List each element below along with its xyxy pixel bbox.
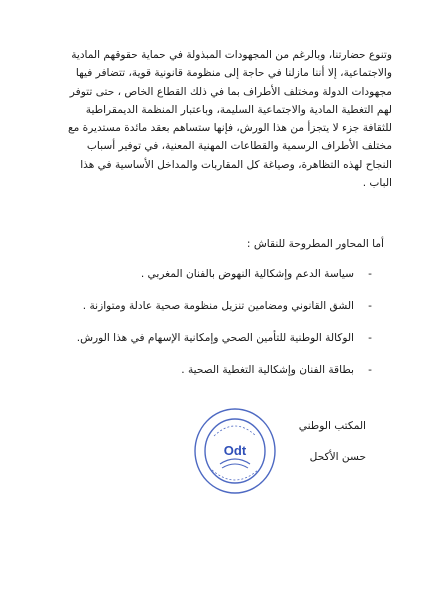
axes-list — [77, 268, 372, 396]
paragraph-line: للثقافة جزء لا يتجزأ من هذا الورش، فإنها ستساهم بعقد مائدة مستديرة مع — [67, 122, 392, 135]
list-item-text: سياسة الدعم وإشكالية النهوض بالفنان المغربي . — [140, 268, 354, 280]
list-item-text: الشق القانوني ومضامين تنزيل منظومة صحية عادلة ومتوازنة . — [82, 300, 354, 312]
stamp-seal-icon — [190, 406, 280, 496]
paragraph-line: والاجتماعية، إلا أننا مازلنا في حاجة إلى منظومة قانونية قوية، تتضافر فيها — [75, 67, 392, 80]
paragraph-line: لهم التغطية المادية والاجتماعية السليمة، وباعتبار المنظمة الديمقراطية — [85, 103, 392, 116]
list-item — [77, 268, 372, 300]
paragraph-line: مختلف الأطراف الرسمية والقطاعات المهنية المعنية، في توفير أسباب — [86, 140, 392, 153]
list-item — [77, 300, 372, 332]
stamp-logo-text: Odt — [223, 443, 247, 458]
intro-paragraph — [48, 46, 392, 192]
list-item-text: الوكالة الوطنية للتأمين الصحي وإمكانية الإسهام في هذا الورش. — [76, 332, 354, 344]
paragraph-line: النجاح لهذه التظاهرة، وصياغة كل المقاربات والمداخل الأساسية في هذا — [80, 158, 392, 171]
signature-name: حسن الأكحل — [309, 451, 366, 463]
bullet-dash: - — [368, 364, 372, 376]
list-item — [77, 332, 372, 364]
bullet-dash: - — [368, 300, 372, 312]
list-item — [77, 364, 372, 396]
signature-office: المكتب الوطني — [298, 420, 366, 432]
list-item-text: بطاقة الفنان وإشكالية التغطية الصحية . — [181, 364, 354, 376]
paragraph-line: وتنوع حضارتنا، وبالرغم من المجهودات المبذولة في حماية حقوقهم المادية — [71, 49, 392, 61]
paragraph-line: الباب . — [362, 177, 392, 190]
bullet-dash: - — [368, 332, 372, 344]
bullet-dash: - — [368, 268, 372, 280]
axes-heading: أما المحاور المطروحة للنقاش : — [246, 238, 384, 250]
paragraph-line: مجهودات الدولة ومختلف الأطراف بما في ذلك القطاع الخاص ، حتى تتوفر — [69, 85, 392, 98]
